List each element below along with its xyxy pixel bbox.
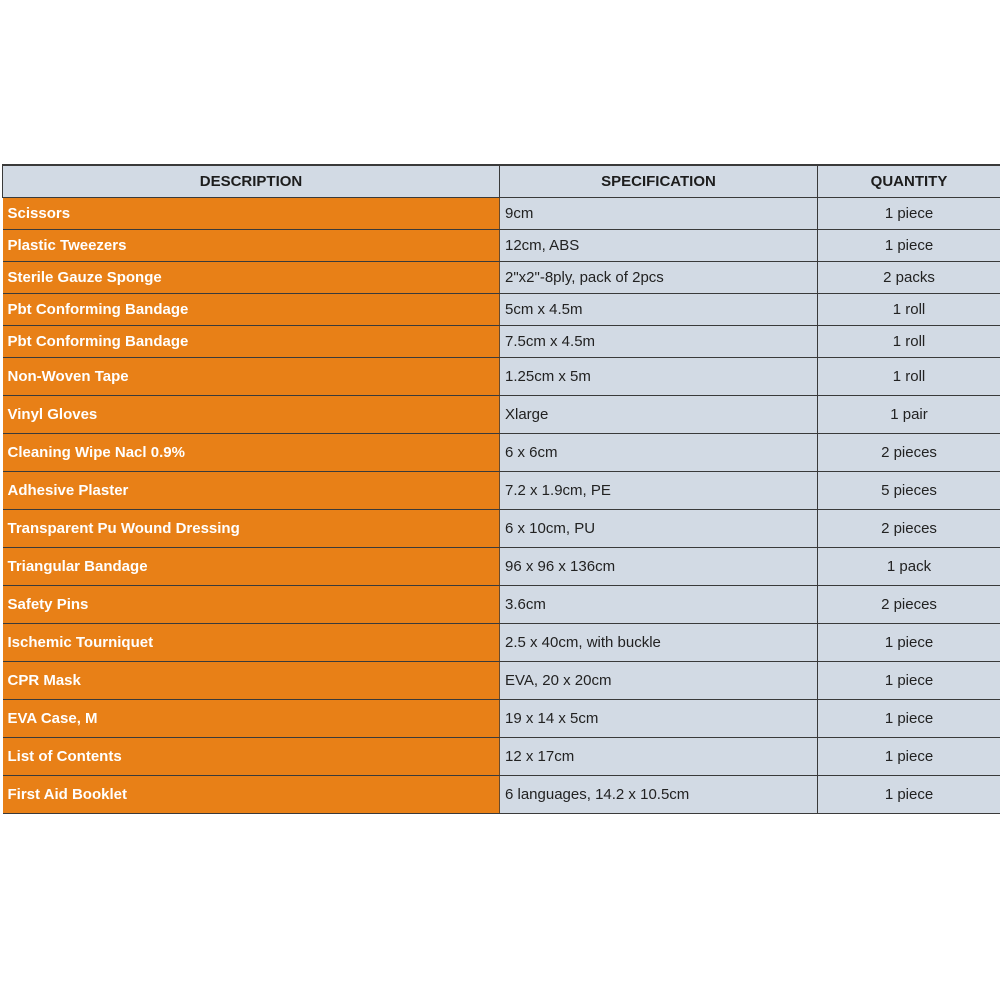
table-row bbox=[3, 230, 1000, 262]
table-header bbox=[3, 165, 1000, 198]
cell-description: Pbt Conforming Bandage bbox=[3, 326, 500, 358]
cell-specification: 3.6cm bbox=[500, 586, 818, 624]
cell-description: Transparent Pu Wound Dressing bbox=[3, 510, 500, 548]
cell-description: EVA Case, M bbox=[3, 700, 500, 738]
cell-description: Sterile Gauze Sponge bbox=[3, 262, 500, 294]
cell-quantity: 1 piece bbox=[818, 700, 1000, 738]
cell-quantity: 1 piece bbox=[818, 738, 1000, 776]
cell-specification: 12cm, ABS bbox=[500, 230, 818, 262]
cell-description: Pbt Conforming Bandage bbox=[3, 294, 500, 326]
cell-description: Cleaning Wipe Nacl 0.9% bbox=[3, 434, 500, 472]
cell-specification: 7.2 x 1.9cm, PE bbox=[500, 472, 818, 510]
cell-quantity: 1 pair bbox=[818, 396, 1000, 434]
table-body bbox=[3, 198, 1000, 814]
table-row bbox=[3, 776, 1000, 814]
cell-description: First Aid Booklet bbox=[3, 776, 500, 814]
cell-specification: 6 x 6cm bbox=[500, 434, 818, 472]
cell-specification: 6 x 10cm, PU bbox=[500, 510, 818, 548]
table-row bbox=[3, 358, 1000, 396]
cell-description: Ischemic Tourniquet bbox=[3, 624, 500, 662]
table-row bbox=[3, 262, 1000, 294]
cell-description: CPR Mask bbox=[3, 662, 500, 700]
header-row bbox=[3, 165, 1000, 198]
cell-specification: 1.25cm x 5m bbox=[500, 358, 818, 396]
cell-description: Adhesive Plaster bbox=[3, 472, 500, 510]
table-row bbox=[3, 662, 1000, 700]
cell-specification: 19 x 14 x 5cm bbox=[500, 700, 818, 738]
cell-quantity: 1 roll bbox=[818, 358, 1000, 396]
cell-description: Triangular Bandage bbox=[3, 548, 500, 586]
cell-description: Vinyl Gloves bbox=[3, 396, 500, 434]
cell-quantity: 1 pack bbox=[818, 548, 1000, 586]
table-row bbox=[3, 396, 1000, 434]
cell-quantity: 1 piece bbox=[818, 198, 1000, 230]
cell-quantity: 1 piece bbox=[818, 624, 1000, 662]
table-row bbox=[3, 548, 1000, 586]
table-row bbox=[3, 198, 1000, 230]
cell-quantity: 5 pieces bbox=[818, 472, 1000, 510]
cell-specification: 96 x 96 x 136cm bbox=[500, 548, 818, 586]
cell-quantity: 1 piece bbox=[818, 662, 1000, 700]
table-row bbox=[3, 434, 1000, 472]
table-row bbox=[3, 738, 1000, 776]
cell-quantity: 1 piece bbox=[818, 230, 1000, 262]
cell-specification: 2.5 x 40cm, with buckle bbox=[500, 624, 818, 662]
cell-description: Safety Pins bbox=[3, 586, 500, 624]
cell-specification: 5cm x 4.5m bbox=[500, 294, 818, 326]
table-row bbox=[3, 624, 1000, 662]
cell-specification: Xlarge bbox=[500, 396, 818, 434]
cell-quantity: 2 pieces bbox=[818, 510, 1000, 548]
table-row bbox=[3, 586, 1000, 624]
table-row bbox=[3, 700, 1000, 738]
cell-quantity: 2 pieces bbox=[818, 434, 1000, 472]
cell-quantity: 2 pieces bbox=[818, 586, 1000, 624]
cell-quantity: 2 packs bbox=[818, 262, 1000, 294]
cell-description: List of Contents bbox=[3, 738, 500, 776]
cell-specification: 7.5cm x 4.5m bbox=[500, 326, 818, 358]
cell-specification: 12 x 17cm bbox=[500, 738, 818, 776]
cell-specification: 9cm bbox=[500, 198, 818, 230]
table-row bbox=[3, 326, 1000, 358]
cell-description: Scissors bbox=[3, 198, 500, 230]
cell-quantity: 1 piece bbox=[818, 776, 1000, 814]
cell-quantity: 1 roll bbox=[818, 294, 1000, 326]
header-description: DESCRIPTION bbox=[3, 165, 500, 198]
cell-specification: 6 languages, 14.2 x 10.5cm bbox=[500, 776, 818, 814]
table-row bbox=[3, 510, 1000, 548]
cell-specification: 2"x2"-8ply, pack of 2pcs bbox=[500, 262, 818, 294]
cell-specification: EVA, 20 x 20cm bbox=[500, 662, 818, 700]
header-quantity: QUANTITY bbox=[818, 165, 1000, 198]
header-specification: SPECIFICATION bbox=[500, 165, 818, 198]
kit-contents-table bbox=[2, 164, 1000, 814]
cell-description: Plastic Tweezers bbox=[3, 230, 500, 262]
cell-description: Non-Woven Tape bbox=[3, 358, 500, 396]
cell-quantity: 1 roll bbox=[818, 326, 1000, 358]
table-row bbox=[3, 294, 1000, 326]
table-row bbox=[3, 472, 1000, 510]
